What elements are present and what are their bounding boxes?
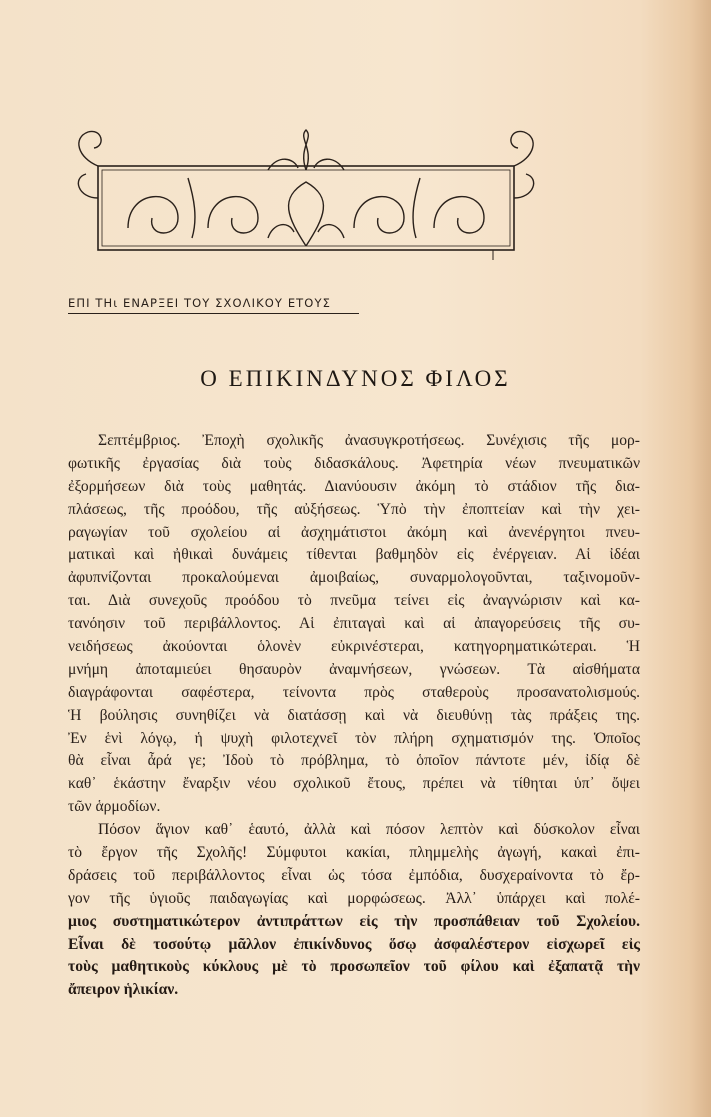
text-line: πλάσεως, τῆς προόδου, τῆς αὐξήσεως. Ὑπὸ τὴν ἐποπτείαν καὶ τὴν χει- [68, 500, 640, 518]
text-line: φωτικῆς ἐργασίας διὰ τοὺς διδασκάλους. Ἀφετηρία νέων πνευματικῶν [68, 454, 640, 472]
text-line: Σεπτέμβριος. Ἐποχὴ σχολικῆς ἀνασυγκροτήσεως. Συνέχισις τῆς μορ- [98, 432, 640, 449]
text-line: δράσεις τοῦ περιβάλλοντος εἶναι ὡς τόσα ἐμπόδια, δυσχεραίνοντα τὸ ἔρ- [68, 866, 640, 884]
paragraph-1 [68, 430, 640, 819]
ornament-frame [98, 166, 514, 250]
text-line: ματικαὶ καὶ ἠθικαὶ δυνάμεις τίθενται βαθμηδὸν εἰς ἐνέργειαν. Αἱ ἰδέαι [68, 546, 640, 564]
text-line: μιος συστηματικώτερον ἀντιπράττων εἰς τὴν προσπάθειαν τοῦ Σχολείου. [68, 912, 640, 930]
article-body [68, 430, 640, 1002]
text-line: τὸ ἔργον τῆς Σχολῆς! Σύμφυτοι κακίαι, πλημμελὴς ἀγωγή, κακαὶ ἐπι- [68, 844, 640, 862]
text-line: τανόησιν τοῦ περιβάλλοντος. Αἱ ἐπιταγαὶ καὶ αἱ ἀπαγορεύσεις τῆς συ- [68, 615, 640, 633]
paragraph-2 [68, 819, 640, 1002]
text-line: τοὺς μαθητικοὺς κύκλους μὲ τὸ προσωπεῖον τοῦ φίλου καὶ ἐξαπατᾷ τὴν [68, 958, 640, 976]
section-header: ΕΠΙ ΤΗι ΕΝΑΡΞΕΙ ΤΟΥ ΣΧΟΛΙΚΟΥ ΕΤΟΥΣ [68, 296, 359, 314]
text-line: τῶν ἁρμοδίων. [68, 798, 161, 816]
text-line: Ἐν ἑνὶ λόγῳ, ἡ ψυχὴ φιλοτεχνεῖ τὸν πλήρη σχηματισμόν της. Ὁποῖος [68, 729, 640, 747]
text-line: ραγωγίαν τοῦ σχολείου αἱ ἀσχημάτιστοι ἀκόμη καὶ ἀνενέργητοι πνευ- [68, 523, 640, 541]
text-line: Εἶναι δὲ τοσούτῳ μᾶλλον ἐπικίνδυνος ὅσῳ ἀσφαλέστερον εἰσχωρεῖ εἰς [68, 935, 640, 953]
text-line: θὰ εἶναι ἆρά γε; Ἰδοὺ τὸ πρόβλημα, τὸ ὁποῖον πάντοτε μέν, ἰδίᾳ δὲ [68, 752, 640, 770]
text-line: ἄπειρον ἡλικίαν. [68, 981, 179, 999]
ornament-scrolls [78, 130, 533, 246]
text-line: διαγράφονται σαφέστερα, τείνοντα πρὸς σταθεροὺς προσανατολισμούς. [68, 683, 640, 701]
article-title: Ο ΕΠΙΚΙΝΔΥΝΟΣ ΦΙΛΟΣ [200, 366, 511, 391]
text-line: Πόσον ἅγιον καθ᾽ ἑαυτό, ἀλλὰ καὶ πόσον λεπτὸν καὶ δύσκολον εἶναι [98, 821, 640, 839]
text-line: ται. Διὰ συνεχοῦς προόδου τὸ πνεῦμα τείνει εἰς ἀναγνώρισιν καὶ κα- [68, 592, 640, 610]
decorative-ornament-banner [68, 128, 544, 262]
text-line: νειδήσεως ἀκούονται ὁλονὲν εὐκρινέστεραι, κατηγορηματικώτεραι. Ἡ [68, 638, 640, 656]
text-line: ἀφυπνίζονται προκαλούμεναι ἀμοιβαίως, συναρμολογοῦνται, ταξινομοῦν- [68, 569, 640, 587]
text-line: καθ᾽ ἑκάστην ἔναρξιν νέου σχολικοῦ ἔτους, πρέπει νὰ τίθηται ὑπ᾽ ὄψει [68, 775, 640, 793]
text-line: Ἡ βούλησις συνηθίζει νὰ διατάσσῃ καὶ νὰ διευθύνῃ τὰς πράξεις της. [68, 706, 640, 724]
text-line: μνήμη ἀποταμιεύει θησαυρὸν ἀναμνήσεων, γνώσεων. Τὰ αἰσθήματα [68, 660, 640, 678]
text-line: ἐξορμήσεων διὰ τοὺς μαθητάς. Διανύουσιν ἀκόμη τὸ στάδιον τῆς δια- [68, 477, 640, 495]
text-line: γον τῆς ὑγιοῦς παιδαγωγίας καὶ μορφώσεως. Ἀλλ᾽ ὑπάρχει καὶ πολέ- [68, 889, 640, 907]
